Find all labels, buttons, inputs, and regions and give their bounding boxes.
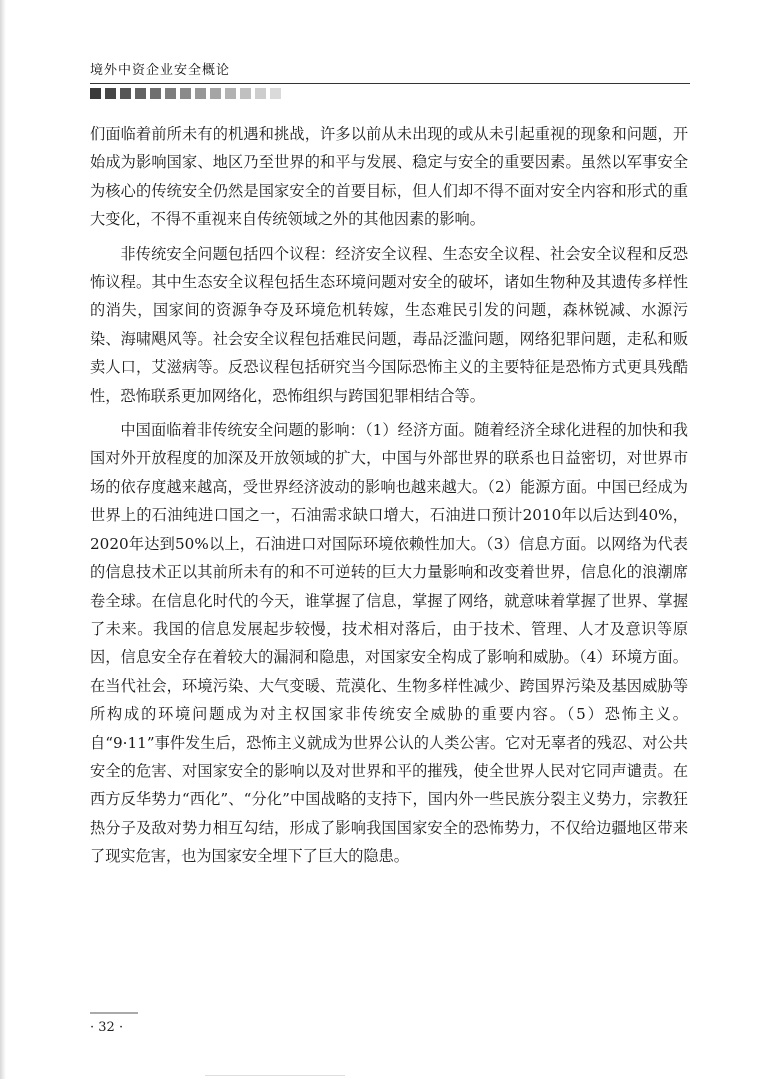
paragraph-nontraditional-security-agendas: 非传统安全问题包括四个议程：经济安全议程、生态安全议程、社会安全议程和反恐怖议程。其中生态安全议程包括生态环境问题对安全的破坏，诸如生物种及其遗传多样性的消失，国家间的资源争夺及环境危机转嫁，生态难民引发的问题，森林锐减、水源污染、海啸飓风等。社会安全议程包括难民问题，毒品泛滥问题，网络犯罪问题，走私和贩卖人口，艾滋病等。反恐议程包括研究当今国际恐怖主义的主要特征是恐怖方式更具残酷性，恐怖联系更加网络化，恐怖组织与跨国犯罪相结合等。 [90,244,688,405]
header-block [165,88,176,99]
header-rule [90,83,690,84]
header-block [90,88,101,99]
header-block [105,88,116,99]
header-block [135,88,146,99]
running-header [90,62,690,80]
header-block [150,88,161,99]
footer-rule [90,1012,138,1014]
header-block [270,88,281,99]
page-edge-shadow [0,0,6,1079]
header-block [120,88,131,99]
header-block [225,88,236,99]
paragraph-china-impacts: 中国面临着非传统安全问题的影响：（1）经济方面。随着经济全球化进程的加快和我国对外开放程度的加深及开放领域的扩大，中国与外部世界的联系也日益密切，对世界市场的依存度越来越高，受世界经济波动的影响也越来越大。（2）能源方面。中国已经成为世界上的石油纯进口国之一，石油需求缺口增大，石油进口预计2010年以后达到40%，2020年达到50%以上，石油进口对国际环境依赖性加大。（3）信息方面。以网络为代表的信息技术正以其前所未有的和不可逆转的巨大力量影响和改变着世界，信息化的浪潮席卷全球。在信息化时代的今天，谁掌握了信息，掌握了网络，就意味着掌握了世界、掌握了未来。我国的信息发展起步较慢，技术相对落后，由于技术、管理、人才及意识等原因，信息安全存在着较大的漏洞和隐患，对国家安全构成了影响和威胁。（4）环境方面。在当代社会，环境污染、大气变暖、荒漠化、生物多样性减少、跨国界污染及基因威胁等所构成的环境问题成为对主权国家非传统安全威胁的重要内容。（5）恐怖主义。自“9·11”事件发生后，恐怖主义就成为世界公认的人类公害。它对无辜者的残忍、对公共安全的危害、对国家安全的影响以及对世界和平的摧残，使全世界人民对它同声谴责。在西方反华势力“西化”、“分化”中国战略的支持下，国内外一些民族分裂主义势力，宗教狂热分子及敌对势力相互勾结，形成了影响我国国家安全的恐怖势力，不仅给边疆地区带来了现实危害，也为国家安全埋下了巨大的隐患。 [90,421,688,866]
body-text [90,120,688,871]
header-block [210,88,221,99]
header-block [195,88,206,99]
header-decorative-blocks [90,88,281,99]
page-number: · 32 · [90,1020,124,1035]
paragraph-continued: 们面临着前所未有的机遇和挑战，许多以前从未出现的或从未引起重视的现象和问题，开始成为影响国家、地区乃至世界的和平与发展、稳定与安全的重要因素。虽然以军事安全为核心的传统安全仍然是国家安全的首要目标，但人们却不得不面对安全内容和形式的重大变化，不得不重视来自传统领域之外的其他因素的影响。 [90,125,688,229]
running-title: 境外中资企业安全概论 [90,63,231,78]
header-block [255,88,266,99]
header-block [180,88,191,99]
header-block [240,88,251,99]
bottom-edge-line [205,1075,345,1076]
